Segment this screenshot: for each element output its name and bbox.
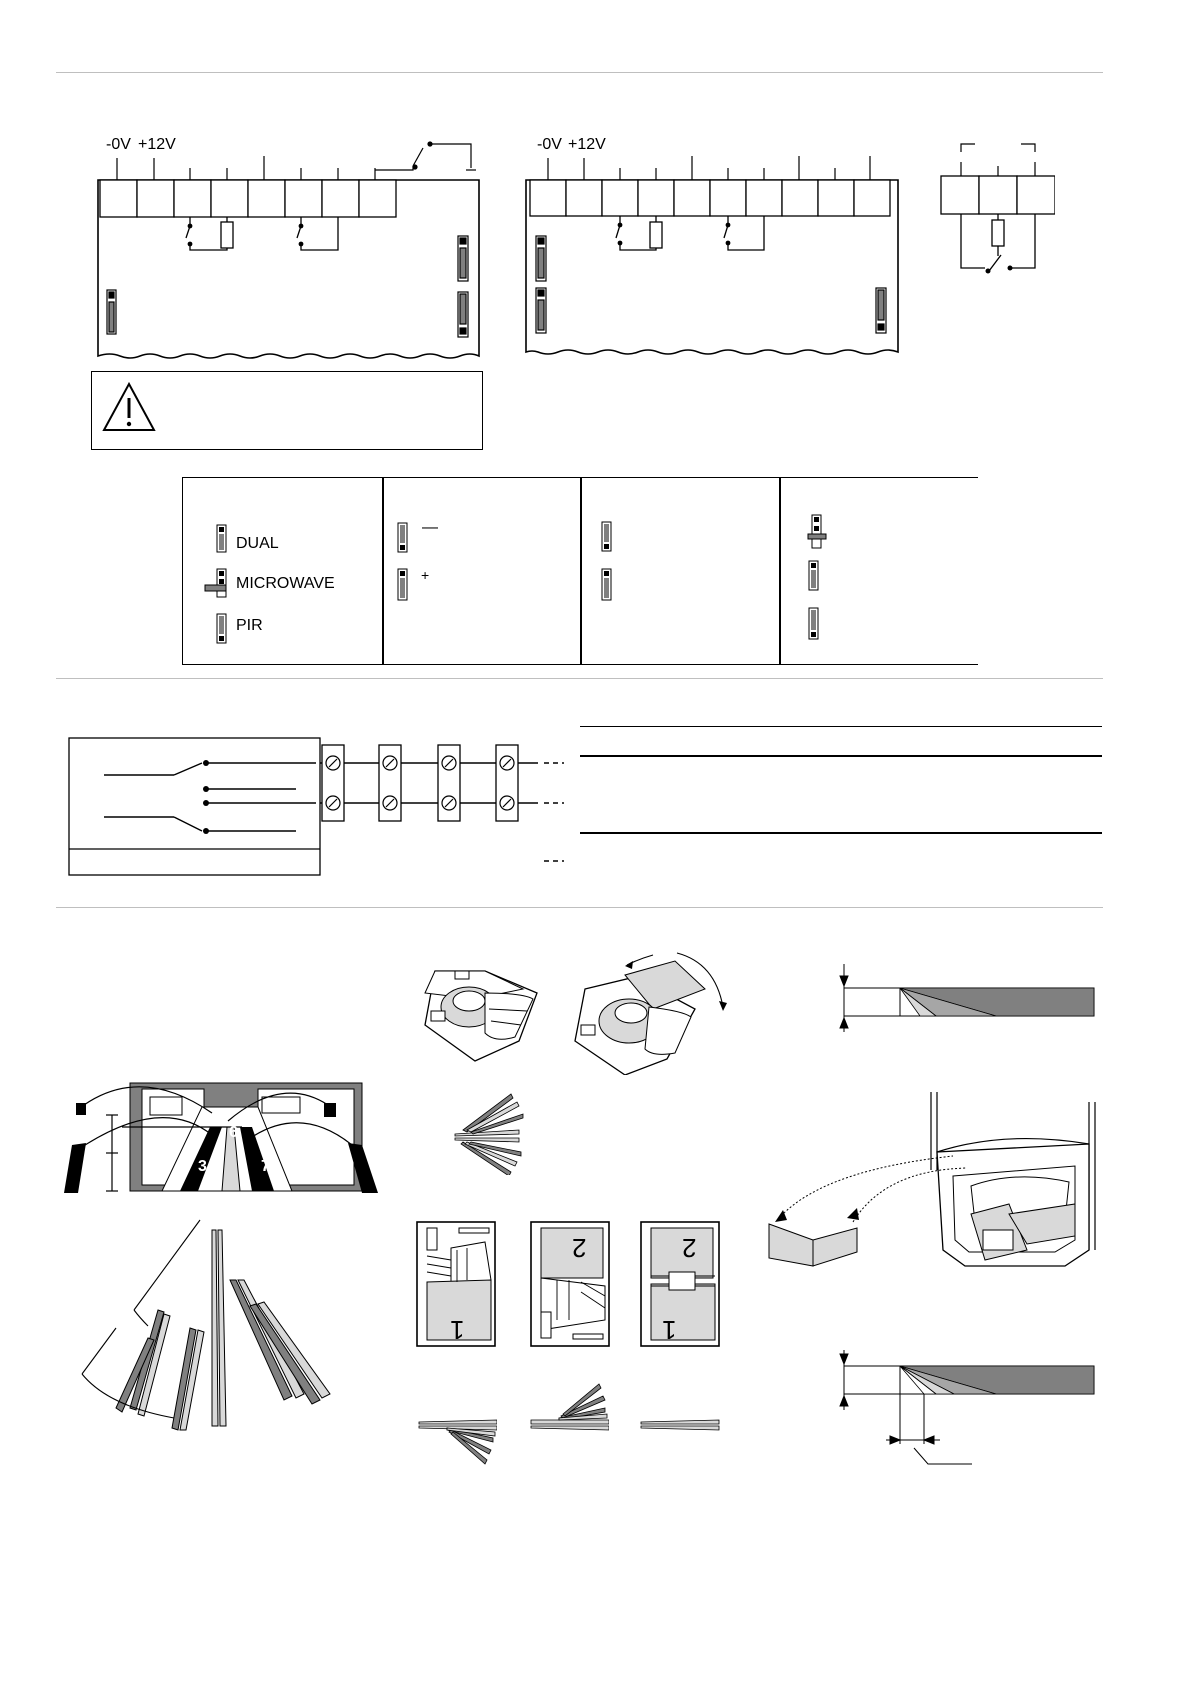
jumper-icon-col4-b bbox=[808, 560, 820, 592]
detection-fan-pattern bbox=[78, 1218, 333, 1433]
warning-icon bbox=[100, 380, 158, 436]
terminal-label-0v-b: -0V bbox=[537, 136, 562, 153]
wiring-relay-block bbox=[935, 140, 1055, 280]
table-rule-3 bbox=[580, 832, 1102, 834]
table-rule-1 bbox=[580, 726, 1102, 727]
wiring-board-a bbox=[90, 138, 490, 363]
jumper-table-divider-2 bbox=[580, 478, 582, 664]
polarity-plus: + bbox=[421, 567, 430, 583]
zone-number-3: 3 bbox=[198, 1158, 207, 1175]
lens-number-c2: 2 bbox=[682, 1233, 697, 1263]
lens-holder-closed bbox=[415, 963, 545, 1063]
mode-label-pir: PIR bbox=[236, 617, 263, 634]
section-rule-middle bbox=[56, 678, 1103, 679]
mode-label-dual: DUAL bbox=[236, 535, 279, 552]
warning-box bbox=[91, 371, 483, 450]
jumper-icon-microwave bbox=[204, 568, 232, 602]
beam-fan-a bbox=[417, 1410, 497, 1470]
beam-fan-small bbox=[445, 1090, 525, 1175]
section-rule-bottom bbox=[56, 907, 1103, 908]
jumper-icon-col4-c bbox=[808, 607, 820, 641]
jumper-icon-col3-a bbox=[601, 521, 613, 553]
table-rule-2 bbox=[580, 755, 1102, 757]
lens-mask-b bbox=[529, 1220, 611, 1348]
jumper-icon-dual bbox=[216, 524, 228, 554]
terminal-label-12v: +12V bbox=[138, 136, 176, 153]
jumper-icon-minus bbox=[397, 522, 409, 554]
lens-number-a1: 1 bbox=[450, 1315, 465, 1345]
jumper-icon-pir bbox=[216, 613, 228, 645]
detector-housing-with-mask bbox=[765, 1090, 1105, 1272]
jumper-table-divider-1 bbox=[382, 478, 384, 664]
terminal-label-12v-b: +12V bbox=[568, 136, 606, 153]
zone-number-6: 6 bbox=[229, 1124, 238, 1141]
lens-number-c1: 1 bbox=[662, 1315, 677, 1345]
section-rule-top bbox=[56, 72, 1103, 73]
jumper-table bbox=[182, 477, 978, 665]
relay-terminal-strip bbox=[66, 735, 566, 880]
jumper-icon-plus bbox=[397, 568, 409, 602]
beam-fan-b bbox=[529, 1378, 609, 1438]
jumper-table-divider-3 bbox=[779, 478, 781, 664]
lens-mask-c bbox=[639, 1220, 721, 1348]
mode-label-microwave: MICROWAVE bbox=[236, 575, 335, 592]
jumper-icon-col3-b bbox=[601, 568, 613, 602]
detection-zone-top-view bbox=[62, 1075, 382, 1195]
range-bar-bottom bbox=[836, 1348, 1096, 1478]
jumper-icon-col4-a bbox=[806, 514, 828, 552]
range-bar-top bbox=[836, 962, 1096, 1034]
lens-number-b2: 2 bbox=[572, 1233, 587, 1263]
zone-number-7: 7 bbox=[261, 1158, 270, 1175]
lens-holder-open bbox=[565, 945, 730, 1075]
beam-fan-c bbox=[639, 1416, 721, 1436]
terminal-label-0v: -0V bbox=[106, 136, 131, 153]
wiring-board-b bbox=[522, 150, 907, 365]
polarity-minus: — bbox=[422, 519, 438, 536]
